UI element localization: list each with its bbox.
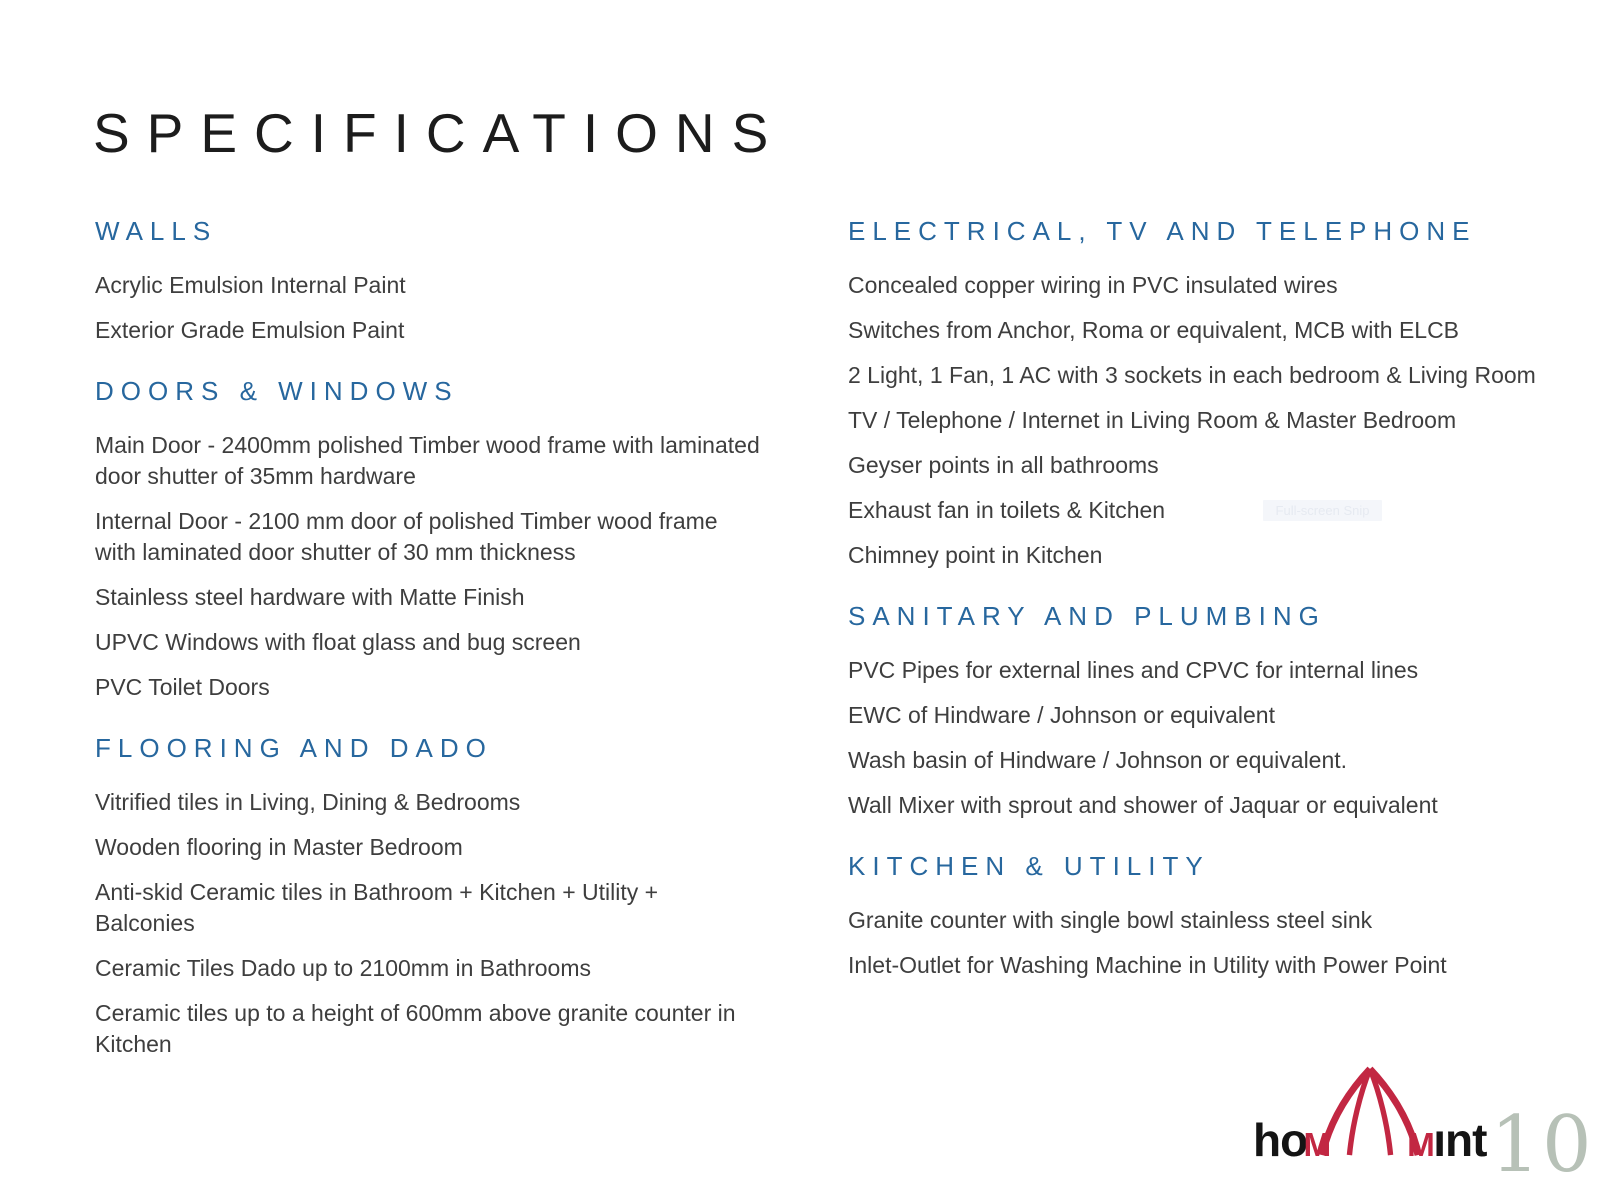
homint-logo (1253, 1056, 1594, 1190)
page-title: SPECIFICATIONS (93, 101, 786, 164)
homint-arch-icon (1300, 1066, 1440, 1158)
section-heading-walls: WALLS (95, 216, 218, 246)
spec-item: Vitrified tiles in Living, Dining & Bedrooms (95, 789, 521, 815)
spec-item: UPVC Windows with float glass and bug screen (95, 629, 581, 655)
spec-item: Internal Door - 2100 mm door of polished Timber wood frame with laminated door shutter of 30 mm thickness (95, 508, 718, 565)
spec-item: EWC of Hindware / Johnson or equivalent (848, 702, 1275, 728)
spec-item: Exhaust fan in toilets & Kitchen (848, 497, 1166, 523)
spec-item: Exterior Grade Emulsion Paint (95, 317, 405, 343)
spec-item: Ceramic Tiles Dado up to 2100mm in Bathrooms (95, 955, 591, 981)
section-heading-sanitary-and-plumbing: SANITARY AND PLUMBING (848, 601, 1326, 631)
spec-item: Switches from Anchor, Roma or equivalent, MCB with ELCB (848, 317, 1460, 343)
spec-item: PVC Pipes for external lines and CPVC for internal lines (848, 657, 1419, 683)
spec-item: Wooden flooring in Master Bedroom (95, 834, 463, 860)
logo-m-left: M (1303, 1127, 1332, 1158)
spec-item: Inlet-Outlet for Washing Machine in Utility with Power Point (848, 952, 1447, 978)
spec-item: Geyser points in all bathrooms (848, 452, 1159, 478)
column-left (95, 216, 763, 1074)
section-heading-electrical-tv-and-telephone: ELECTRICAL, TV AND TELEPHONE (848, 216, 1477, 246)
spec-item: Wall Mixer with sprout and shower of Jaquar or equivalent (848, 792, 1438, 818)
section-heading-kitchen-utility: KITCHEN & UTILITY (848, 851, 1210, 881)
spec-item: Wash basin of Hindware / Johnson or equivalent. (848, 747, 1348, 773)
spec-item: Ceramic tiles up to a height of 600mm above granite counter in Kitchen (95, 1000, 736, 1057)
fullscreen-snip-ghost-overlay: Full-screen Snip (1263, 500, 1382, 521)
logo-text-int: ınt (1433, 1114, 1487, 1167)
logo-text-ho: ho (1253, 1114, 1308, 1167)
spec-item: 2 Light, 1 Fan, 1 AC with 3 sockets in each bedroom & Living Room (848, 362, 1536, 388)
spec-item: Anti-skid Ceramic tiles in Bathroom + Kitchen + Utility + Balconies (95, 879, 659, 936)
spec-item: TV / Telephone / Internet in Living Room & Master Bedroom (848, 407, 1457, 433)
section-heading-flooring-and-dado: FLOORING AND DADO (95, 733, 493, 763)
logo-m-right: M (1407, 1127, 1436, 1158)
spec-item: Acrylic Emulsion Internal Paint (95, 272, 406, 298)
page-number: 10 (1490, 1099, 1594, 1190)
spec-item: PVC Toilet Doors (95, 674, 270, 700)
spec-item: Granite counter with single bowl stainless steel sink (848, 907, 1373, 933)
section-heading-doors-windows: DOORS & WINDOWS (95, 376, 459, 406)
spec-item: Concealed copper wiring in PVC insulated wires (848, 272, 1338, 298)
spec-item: Chimney point in Kitchen (848, 542, 1103, 568)
column-right (848, 216, 1542, 995)
spec-item: Main Door - 2400mm polished Timber wood frame with laminated door shutter of 35mm hardware (95, 432, 760, 489)
spec-item: Stainless steel hardware with Matte Finish (95, 584, 525, 610)
